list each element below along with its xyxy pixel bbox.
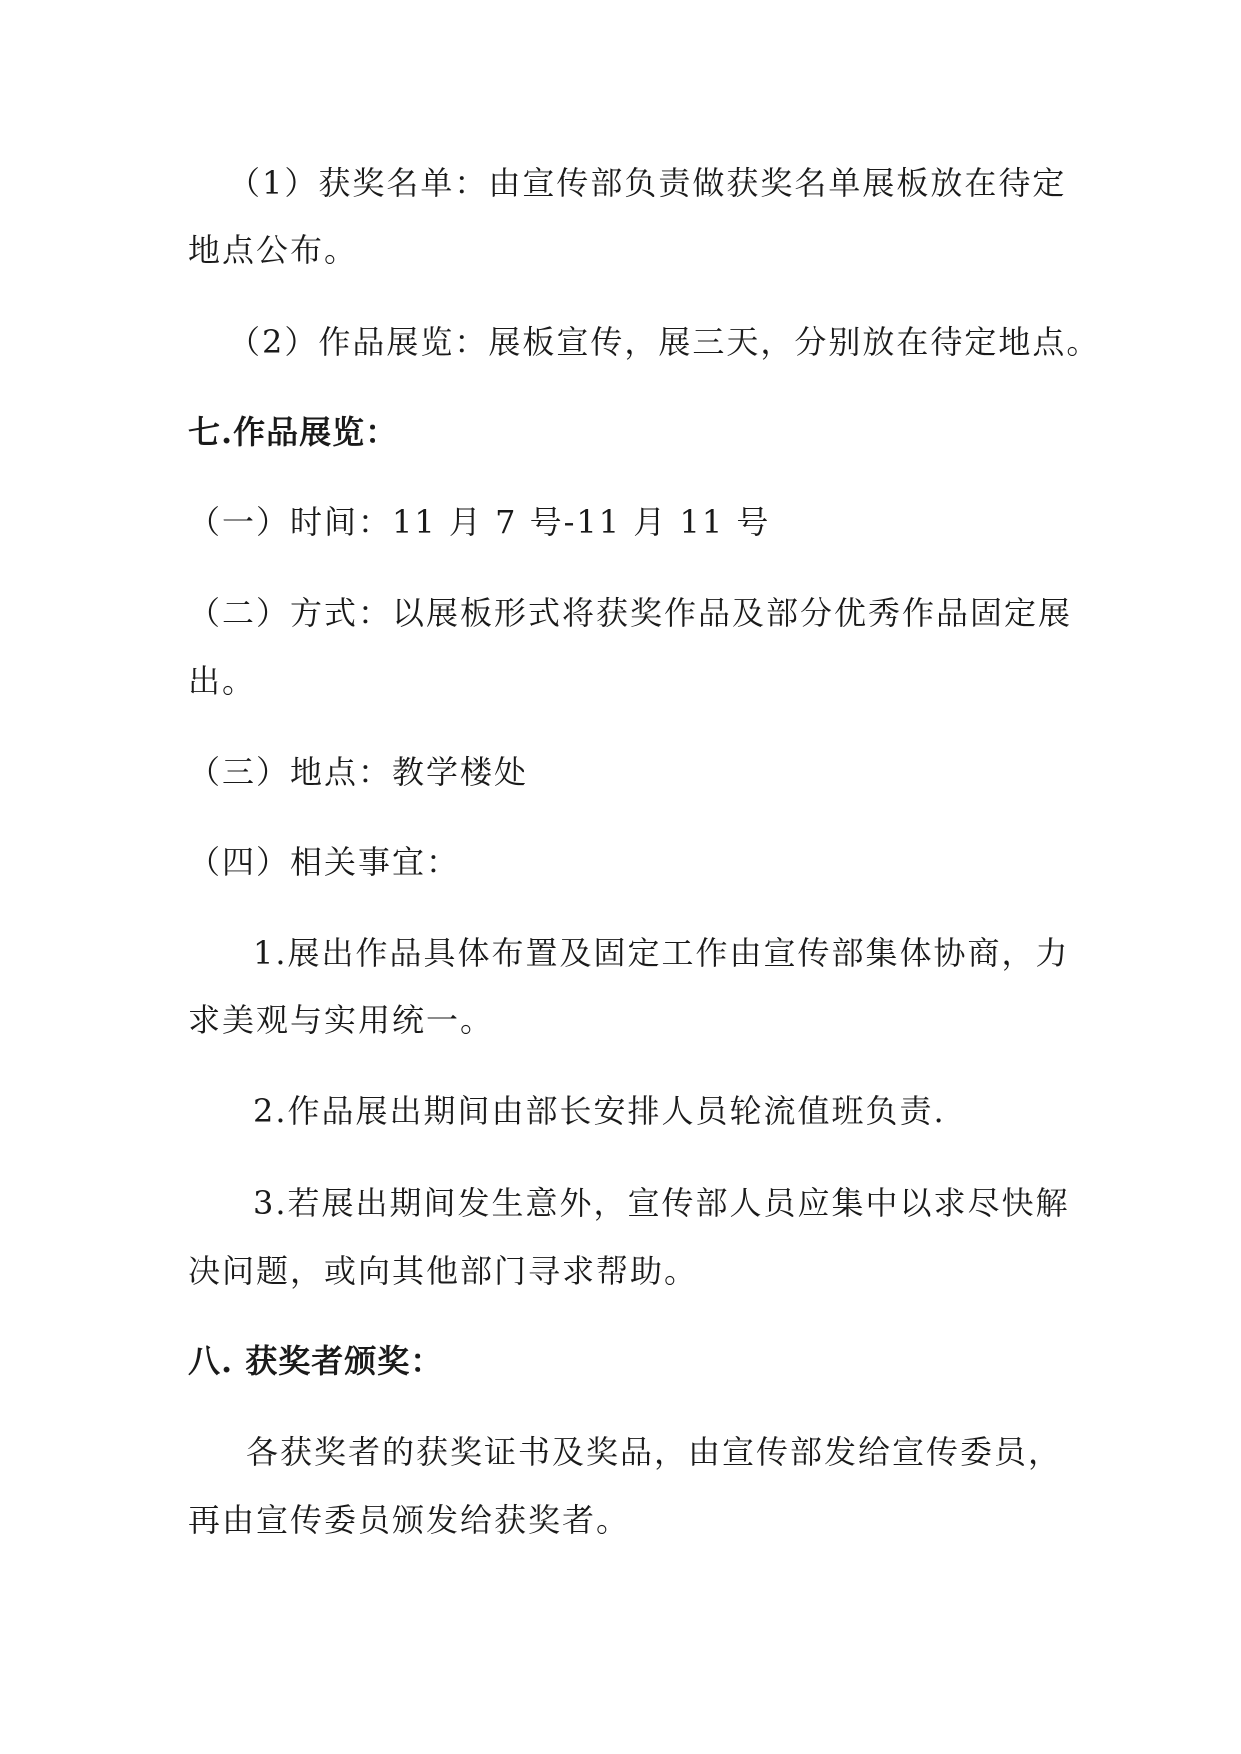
section-eight-line-1: 各获奖者的获奖证书及奖品，由宣传部发给宣传委员， (246, 1433, 1063, 1471)
method-line-2: 出。 (188, 662, 257, 700)
award-list-line-2: 地点公布。 (188, 231, 359, 269)
matter-3-line-1: 3.若展出期间发生意外，宣传部人员应集中以求尽快解 (253, 1184, 1070, 1222)
matter-3-line-2: 决问题，或向其他部门寻求帮助。 (188, 1252, 699, 1290)
location-line: （三）地点：教学楼处 (188, 753, 529, 791)
matter-1-line-1: 1.展出作品具体布置及固定工作由宣传部集体协商，力 (253, 934, 1070, 972)
method-line-1: （二）方式：以展板形式将获奖作品及部分优秀作品固定展 (188, 594, 1073, 632)
section-eight-heading: 八. 获奖者颁奖： (188, 1342, 444, 1380)
award-list-line-1: （1）获奖名单：由宣传部负责做获奖名单展板放在待定 (228, 164, 1067, 202)
section-seven-heading: 七.作品展览： (188, 413, 399, 451)
exhibition-line: （2）作品展览：展板宣传，展三天，分别放在待定地点。 (228, 323, 1101, 361)
time-line: （一）时间：11 月 7 号-11 月 11 号 (188, 503, 771, 541)
matter-1-line-2: 求美观与实用统一。 (188, 1001, 495, 1039)
matter-2-line: 2.作品展出期间由部长安排人员轮流值班负责. (253, 1092, 946, 1130)
matters-heading: （四）相关事宜： (188, 843, 461, 881)
section-eight-line-2: 再由宣传委员颁发给获奖者。 (188, 1501, 631, 1539)
